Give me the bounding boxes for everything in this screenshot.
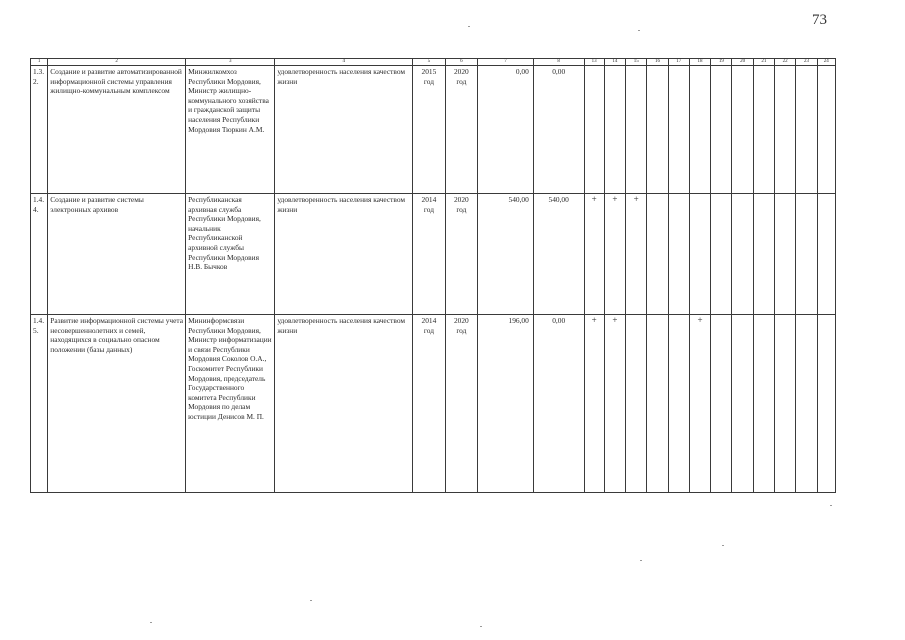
scan-speck [722,545,724,546]
col-number-5: 5 [413,59,445,66]
mark-col-19 [711,194,732,315]
responsible-executor: Минжилкомхоз Республики Мордовия, Министр жилищно-коммунального хозяйства и гражданской защиты населения Республики Мордовия Тюркин А.М. [186,66,275,194]
col-number-17: 17 [668,59,689,66]
responsible-executor: Республиканская архивная служба Республики Мордовия, начальник Республиканской архивной службы Республики Мордовия Н.В. Бычков [186,194,275,315]
page-number: 73 [812,12,827,28]
mark-col-17 [668,66,689,194]
col-number-2: 2 [48,59,186,66]
mark-col-23 [796,194,817,315]
col-number-18: 18 [689,59,710,66]
scan-speck [310,600,312,601]
col-number-4: 4 [275,59,413,66]
mark-col-18: + [689,315,710,493]
target-indicator: удовлетворенность населения качеством жизни [275,194,413,315]
mark-col-15: + [626,194,647,315]
mark-col-20 [732,66,753,194]
col-number-16: 16 [647,59,668,66]
responsible-executor: Мининформсвязи Республики Мордовия, Министр информатизации и связи Республики Мордовия Соколов О.А., Госкомитет Республики Мордовия, председатель Государственного комитета Республики Мордовия по делам юстиции Денисов М. П. [186,315,275,493]
mark-col-18 [689,194,710,315]
mark-col-24 [817,315,835,493]
col-number-8: 8 [533,59,584,66]
mark-col-20 [732,315,753,493]
funding-total: 196,00 [478,315,534,493]
scan-speck [480,626,482,627]
col-number-19: 19 [711,59,732,66]
mark-col-19 [711,66,732,194]
mark-col-13 [584,66,604,194]
mark-col-18 [689,66,710,194]
program-table [30,58,836,493]
funding-budget: 540,00 [533,194,584,315]
col-number-20: 20 [732,59,753,66]
mark-col-15 [626,315,647,493]
col-number-3: 3 [186,59,275,66]
mark-col-23 [796,315,817,493]
mark-col-22 [775,315,796,493]
table-row [31,315,836,493]
mark-col-22 [775,194,796,315]
scan-speck [830,505,832,506]
col-number-15: 15 [626,59,647,66]
mark-col-16 [647,315,668,493]
mark-col-14 [604,66,625,194]
mark-col-24 [817,66,835,194]
table-row [31,66,836,194]
end-year: 2020 год [445,66,477,194]
col-number-21: 21 [753,59,774,66]
col-number-14: 14 [604,59,625,66]
mark-col-15 [626,66,647,194]
measure-name: Создание и развитие автоматизированной информационной системы управления жилищно-коммунальным комплексом [48,66,186,194]
end-year: 2020 год [445,194,477,315]
start-year: 2015 год [413,66,445,194]
mark-col-24 [817,194,835,315]
funding-total: 540,00 [478,194,534,315]
col-number-6: 6 [445,59,477,66]
mark-col-23 [796,66,817,194]
col-number-24: 24 [817,59,835,66]
mark-col-13: + [584,194,604,315]
scan-speck [150,622,152,623]
table-row [31,194,836,315]
col-number-13: 13 [584,59,604,66]
column-number-row [31,59,836,66]
scan-speck [468,26,470,27]
start-year: 2014 год [413,194,445,315]
scan-speck [638,30,640,31]
mark-col-19 [711,315,732,493]
mark-col-21 [753,66,774,194]
measure-name: Создание и развитие системы электронных архивов [48,194,186,315]
mark-col-20 [732,194,753,315]
mark-col-16 [647,194,668,315]
end-year: 2020 год [445,315,477,493]
row-number: 1.4.5. [31,315,48,493]
row-number: 1.4.4. [31,194,48,315]
funding-budget: 0,00 [533,315,584,493]
scan-speck [640,560,642,561]
target-indicator: удовлетворенность населения качеством жизни [275,66,413,194]
mark-col-14: + [604,315,625,493]
mark-col-22 [775,66,796,194]
col-number-1: 1 [31,59,48,66]
col-number-22: 22 [775,59,796,66]
start-year: 2014 год [413,315,445,493]
mark-col-13: + [584,315,604,493]
col-number-7: 7 [478,59,534,66]
funding-budget: 0,00 [533,66,584,194]
mark-col-21 [753,194,774,315]
mark-col-17 [668,194,689,315]
mark-col-14: + [604,194,625,315]
funding-total: 0,00 [478,66,534,194]
row-number: 1.3.2. [31,66,48,194]
mark-col-21 [753,315,774,493]
mark-col-16 [647,66,668,194]
measure-name: Развитие информационной системы учета несовершеннолетних и семей, находящихся в социально опасном положении (базы данных) [48,315,186,493]
target-indicator: удовлетворенность населения качеством жизни [275,315,413,493]
mark-col-17 [668,315,689,493]
col-number-23: 23 [796,59,817,66]
